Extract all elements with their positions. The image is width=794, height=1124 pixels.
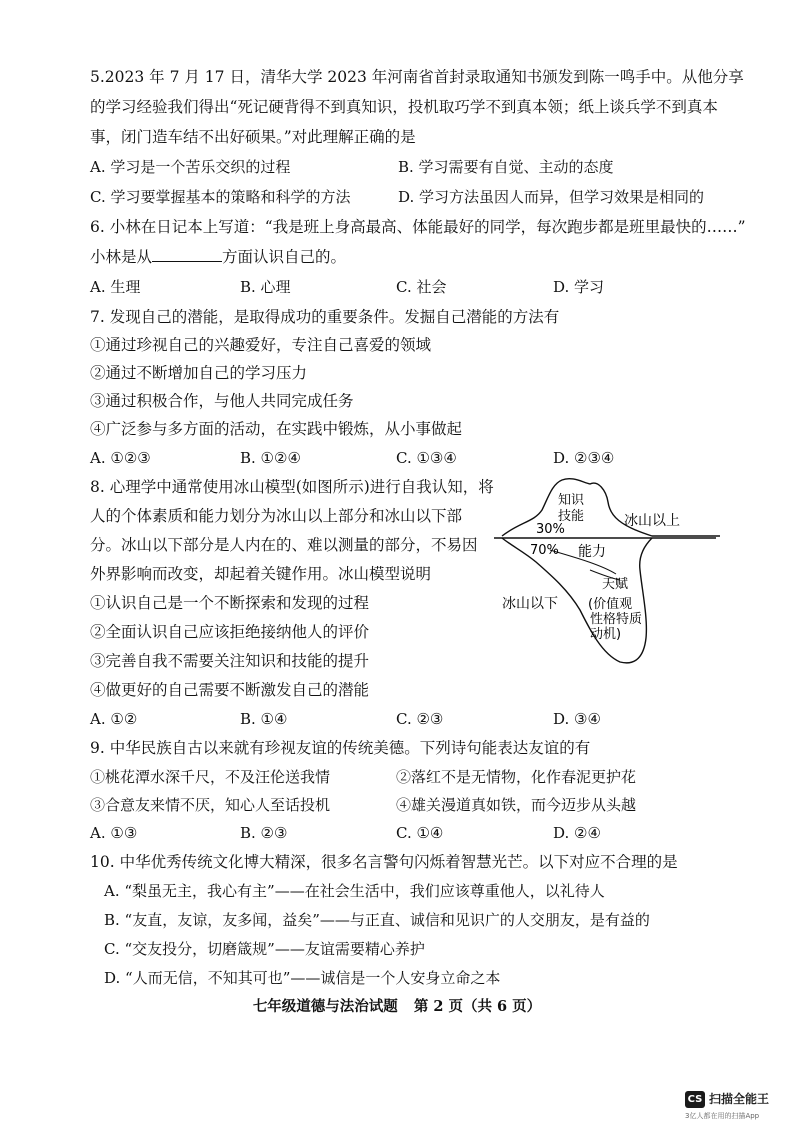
q9-item-2: ②落红不是无情物，化作春泥更护花 [396,768,637,786]
q7-option-d: D. ②③④ [553,449,615,467]
q9-item-3: ③合意友来情不厌，知心人至话投机 [90,796,331,814]
q6-option-a: A. 生理 [90,278,141,296]
q5-stem-line1: 5.2023 年 7 月 17 日，清华大学 2023 年河南省首封录取通知书颁发到陈一鸣手中。从他分享 [90,68,744,86]
q6-stem-line1: 6. 小林在日记本上写道：“我是班上身高最高、体能最好的同学，每次跑步都是班里最快的……” [90,218,746,236]
q10-option-d: D. “人而无信，不知其可也”——诚信是一个人安身立命之本 [104,969,501,987]
label-above-water: 冰山以上 [624,513,680,529]
q7-option-b: B. ①②④ [240,449,301,467]
label-pct-below: 70% [530,543,559,558]
q10-stem: 10. 中华优秀传统文化博大精深，很多名言警句闪烁着智慧光芒。以下对应不合理的是 [90,853,678,871]
q7-stem: 7. 发现自己的潜能，是取得成功的重要条件。发掘自己潜能的方法有 [90,308,560,326]
label-pct-above: 30% [536,522,565,537]
q8-item-4: ④做更好的自己需要不断激发自己的潜能 [90,681,370,699]
q7-option-c: C. ①③④ [396,449,457,467]
scanner-watermark [685,1089,794,1121]
iceberg-figure [490,470,720,670]
label-ability: 能力 [578,544,606,560]
q9-option-c: C. ①④ [396,824,444,842]
q5-option-a: A. 学习是一个苦乐交织的过程 [90,158,291,176]
page-footer [0,995,794,1016]
label-values-3: 动机) [590,627,622,642]
q8-stem-line3: 分。冰山以下部分是人内在的、难以测量的部分，不易因 [90,536,478,554]
q9-option-b: B. ②③ [240,824,288,842]
q9-option-a: A. ①③ [90,824,138,842]
label-values-1: (价值观 [588,597,633,612]
q7-item-1: ①通过珍视自己的兴趣爱好，专注自己喜爱的领域 [90,336,432,354]
q8-stem-line1: 8. 心理学中通常使用冰山模型(如图所示)进行自我认知，将 [90,478,494,496]
q7-item-3: ③通过积极合作，与他人共同完成任务 [90,392,354,410]
q6-stem-line2 [90,246,346,268]
q9-item-1: ①桃花潭水深千尺，不及汪伦送我情 [90,768,331,786]
q7-item-4: ④广泛参与多方面的活动，在实践中锻炼，从小事做起 [90,420,463,438]
q8-stem-line2: 人的个体素质和能力划分为冰山以上部分和冰山以下部 [90,507,463,525]
footer-page: 第 2 页（共 6 页） [413,998,542,1015]
answer-blank [152,247,222,262]
iceberg-outline [502,479,720,536]
q8-option-a: A. ①② [90,710,138,728]
q9-item-4: ④雄关漫道真如铁，而今迈步从头越 [396,796,637,814]
label-talent: 天赋 [602,577,629,592]
q8-option-b: B. ①④ [240,710,288,728]
q10-option-c: C. “交友投分，切磨箴规”——友谊需要精心养护 [104,940,425,958]
q6-option-b: B. 心理 [240,278,291,296]
label-below-water: 冰山以下 [502,596,558,612]
scanner-tagline: 3亿人都在用的扫描App [685,1112,760,1120]
q10-option-a: A. “梨虽无主，我心有主”——在社会生活中，我们应该尊重他人，以礼待人 [104,882,605,900]
q5-option-b: B. 学习需要有自觉、主动的态度 [398,158,614,176]
q6-option-d: D. 学习 [553,278,605,296]
q8-item-1: ①认识自己是一个不断探索和发现的过程 [90,594,370,612]
q8-option-c: C. ②③ [396,710,444,728]
q5-stem-line3: 事，闭门造车结不出好硕果。”对此理解正确的是 [90,128,416,146]
q8-option-d: D. ③④ [553,710,601,728]
q6-stem-post: 方面认识自己的。 [222,248,347,266]
q7-option-a: A. ①②③ [90,449,151,467]
q9-option-d: D. ②④ [553,824,601,842]
q8-item-2: ②全面认识自己应该拒绝接纳他人的评价 [90,623,370,641]
q5-option-d: D. 学习方法虽因人而异，但学习效果是相同的 [398,188,705,206]
scanner-name: 扫描全能王 [709,1092,770,1106]
label-skill: 技能 [558,509,585,524]
camscanner-icon: CS [685,1091,705,1108]
q7-item-2: ②通过不断增加自己的学习压力 [90,364,308,382]
q6-stem-pre: 小林是从 [90,248,153,266]
label-values-2: 性格特质 [590,612,643,627]
q6-option-c: C. 社会 [396,278,447,296]
q10-option-b: B. “友直，友谅，友多闻，益矣”——与正直、诚信和见识广的人交朋友，是有益的 [104,911,650,929]
q5-stem-line2: 的学习经验我们得出“死记硬背得不到真知识，投机取巧学不到真本领；纸上谈兵学不到真本 [90,98,718,116]
q9-stem: 9. 中华民族自古以来就有珍视友谊的传统美德。下列诗句能表达友谊的有 [90,739,591,757]
q8-stem-line4: 外界影响而改变，却起着关键作用。冰山模型说明 [90,565,432,583]
label-knowledge: 知识 [558,493,585,508]
footer-subject: 七年级道德与法治试题 [252,998,398,1015]
q5-option-c: C. 学习要掌握基本的策略和科学的方法 [90,188,351,206]
q8-item-3: ③完善自我不需要关注知识和技能的提升 [90,652,370,670]
